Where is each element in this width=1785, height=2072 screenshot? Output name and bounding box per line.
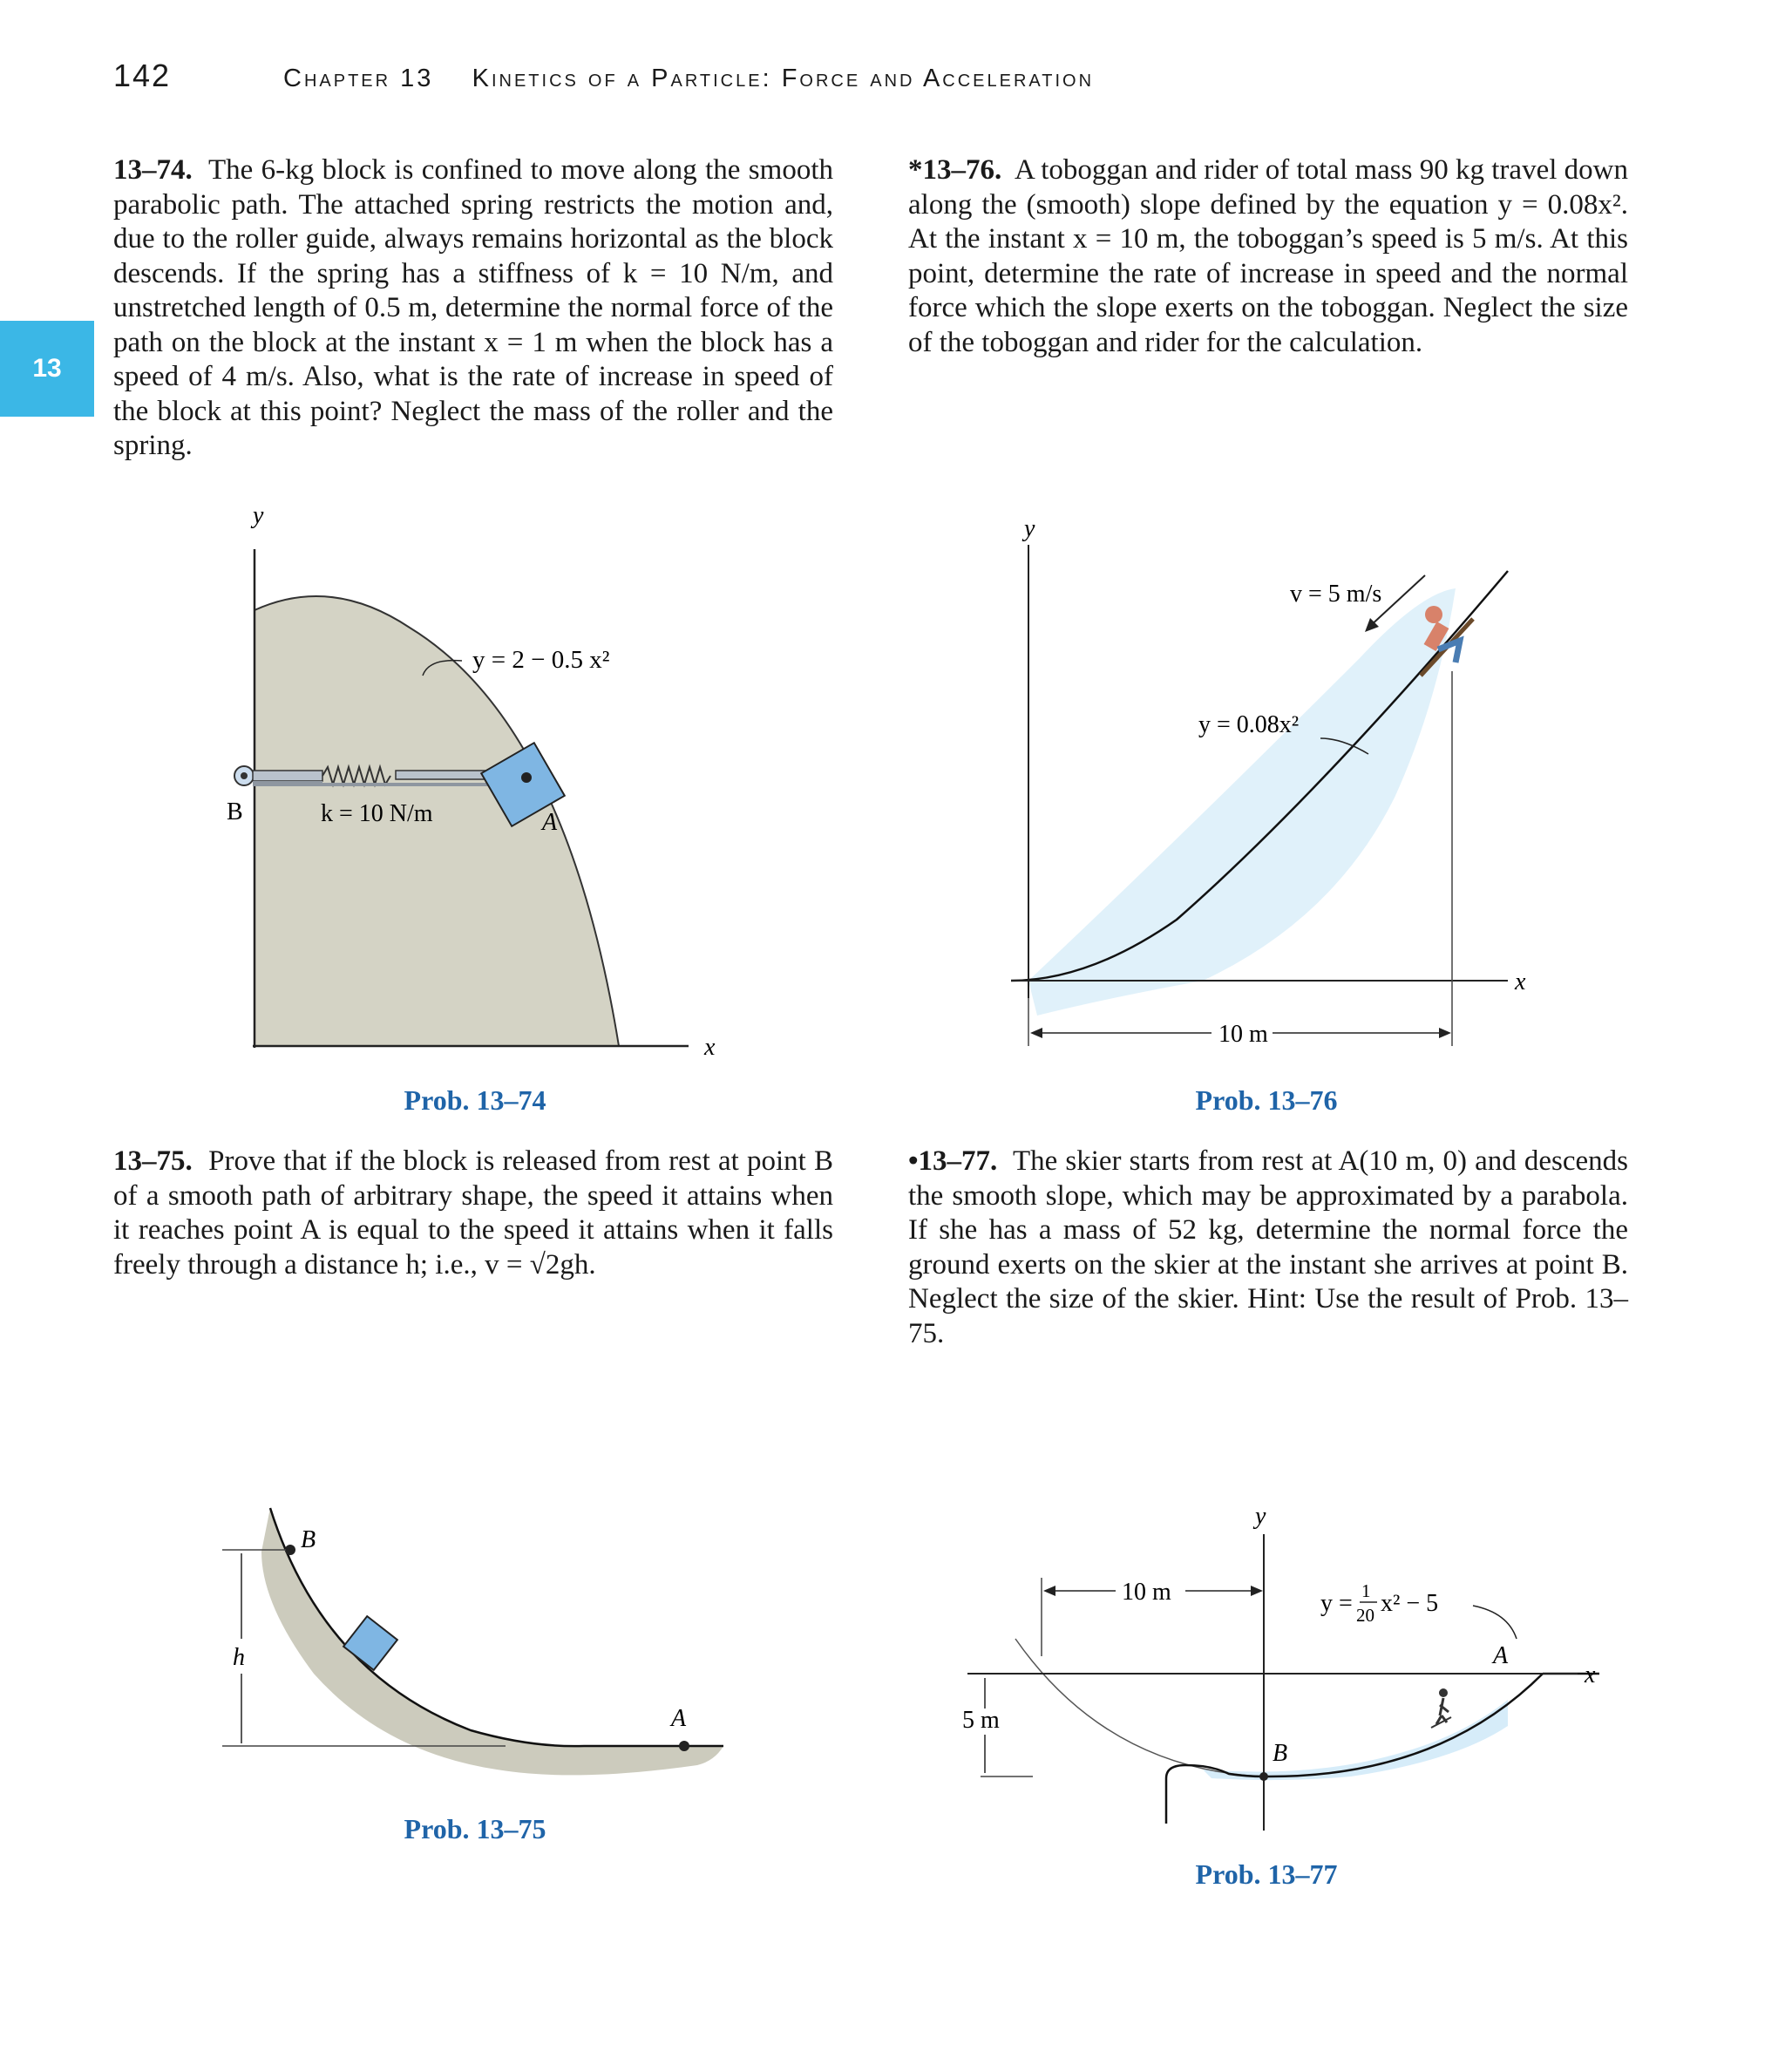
point-a-label: A <box>1493 1642 1509 1669</box>
path-equation: y = 2 − 0.5 x² <box>472 646 610 674</box>
spring-label: k = 10 N/m <box>321 800 433 827</box>
point-a-label: A <box>542 809 558 836</box>
distance-label: 10 m <box>1218 1021 1268 1048</box>
x-axis-label: x <box>704 1034 716 1061</box>
figure-13-74 <box>200 497 741 1072</box>
chapter-heading <box>283 65 1094 93</box>
chapter-title: Kinetics of a Particle: Force and Acceleration <box>472 65 1095 92</box>
problem-text: Prove that if the block is released from rest at point B of a smooth path of arbitrary shape, the speed it attains when it reaches point A is equal to the speed it attains when it falls freely through a distance h; i.e., v = √2gh. <box>113 1145 833 1281</box>
figure-13-77 <box>950 1499 1612 1848</box>
x-axis-label: x <box>1585 1661 1596 1688</box>
point-b-label: B <box>227 798 243 825</box>
equation-fraction-numerator: 1 <box>1361 1580 1371 1601</box>
problem-13-74 <box>113 153 833 464</box>
y-axis-label: y <box>1255 1503 1266 1530</box>
equation-rhs: x² − 5 <box>1381 1590 1439 1617</box>
page-number: 142 <box>113 58 172 93</box>
problem-number: *13–76. <box>908 154 1002 186</box>
y-axis-label: y <box>253 502 264 529</box>
problem-13-75 <box>113 1145 833 1282</box>
problem-13-77 <box>908 1145 1628 1351</box>
point-a-label: A <box>671 1705 687 1732</box>
problem-13-76 <box>908 153 1628 360</box>
chapter-side-tab: 13 <box>0 321 94 417</box>
caption-13-75: Prob. 13–75 <box>404 1813 546 1844</box>
problem-number: 13–75. <box>113 1145 193 1177</box>
equation-fraction-denominator: 20 <box>1356 1605 1374 1626</box>
velocity-label: v = 5 m/s <box>1290 581 1382 608</box>
point-b-label: B <box>1273 1740 1288 1767</box>
caption-13-74: Prob. 13–74 <box>404 1084 546 1116</box>
caption-13-76: Prob. 13–76 <box>1195 1084 1338 1116</box>
problem-number: •13–77. <box>908 1145 998 1177</box>
distance-label: 10 m <box>1122 1579 1171 1606</box>
height-label: h <box>233 1644 245 1671</box>
depth-label: 5 m <box>962 1707 1000 1734</box>
slope-equation: y = 0.08x² <box>1198 711 1300 738</box>
caption-13-77: Prob. 13–77 <box>1195 1858 1338 1890</box>
equation-lhs: y = <box>1320 1590 1353 1617</box>
x-axis-label: x <box>1515 968 1526 995</box>
problem-text: A toboggan and rider of total mass 90 kg travel down along the (smooth) slope defined by the equation y = 0.08x². At the instant x = 10 m, the toboggan’s speed is 5 m/s. At this point, determine the rate of increase in speed and the normal force which the slope exerts on the toboggan. Neglect the size of the toboggan and rider for the calculation. <box>908 154 1628 358</box>
skier-icon <box>1431 1688 1451 1728</box>
point-b-label: B <box>301 1526 316 1553</box>
chapter-label: Chapter 13 <box>283 65 434 92</box>
figure-13-75 <box>209 1499 750 1796</box>
problem-text: The skier starts from rest at A(10 m, 0) and descends the smooth slope, which may be approximated by a parabola. If she has a mass of 52 kg, determine the normal force the ground exerts on the skier at the instant she arrives at point B. Neglect the size of the skier. Hint: Use the result of Prob. 13–75. <box>908 1145 1628 1349</box>
y-axis-label: y <box>1024 515 1035 542</box>
page-header <box>0 58 1785 101</box>
figure-13-76 <box>985 510 1578 1077</box>
problem-number: 13–74. <box>113 154 193 186</box>
problem-text: The 6-kg block is confined to move along the smooth parabolic path. The attached spring restricts the motion and, due to the roller guide, always remains horizontal as the block descends. If the spring has a stiffness of k = 10 N/m, and unstretched length of 0.5 m, determine the normal force of the path on the block at the instant x = 1 m when the block has a speed of 4 m/s. Also, what is the rate of increase in speed of the block at this point? Neglect the mass of the roller and the spring. <box>113 154 833 461</box>
